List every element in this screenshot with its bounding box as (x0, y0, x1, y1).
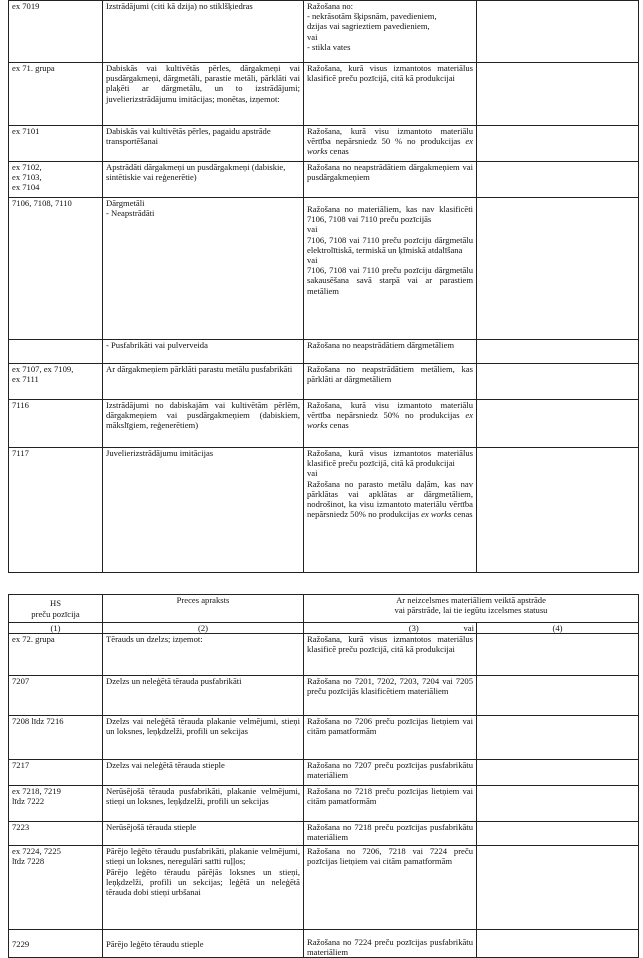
hs-code-cell (9, 340, 103, 364)
table-row (9, 364, 639, 400)
table-row (9, 716, 639, 760)
processing-cell: Ražošana no 7224 preču pozīcijas pusfabrikātu materiāliem (304, 930, 477, 958)
hs-code-cell: ex 7107, ex 7109, ex 7111 (9, 364, 103, 400)
processing-cell: Ražošana, kurā visus izmantotos materiālus klasificē preču pozīcijā, citā kā produkcijai vai Ražošana no parasto metālu daļām, kas nav pārklātas vai apklātas ar dārgmetāliem, nodrošinot, ka visu izmantoto materiālu vērtība nepārsniedz 50% no produkcijas ex works cenas (304, 448, 477, 573)
processing-cell: Ražošana no neapstrādātiem dārgakmeņiem vai pusdārgakmeņiem (304, 162, 477, 198)
description-cell: Pārējo leģēto tēraudu stieple (103, 930, 304, 958)
processing-cell: Ražošana no: - nekrāsotām šķipsnām, pavedieniem, dzijas vai sagrieztiem pavedieniem, vai - stikla vates (304, 1, 477, 63)
hs-code-cell: 7207 (9, 676, 103, 716)
alternative-cell (477, 400, 639, 448)
description-cell: Dabiskās vai kultivētās pērles, pagaidu apstrāde transportēšanai (103, 126, 304, 162)
description-cell: Dārgmetāli - Neapstrādāti (103, 198, 304, 340)
table-row (9, 162, 639, 198)
column-number: (4) (477, 623, 639, 634)
table-row (9, 448, 639, 573)
description-cell: Nerūsējošā tērauda pusfabrikāti, plakanie velmējumi, stieņi un loksnes, leņķdzelži, profili un sekcijas (103, 786, 304, 822)
hs-code-cell: 7116 (9, 400, 103, 448)
processing-cell: Ražošana no 7218 preču pozīcijas pusfabrikātu materiāliem (304, 822, 477, 846)
alternative-cell (477, 846, 639, 930)
description-cell: Dzelzs un neleģētā tērauda pusfabrikāti (103, 676, 304, 716)
alternative-cell (477, 930, 639, 958)
description-cell: Dzelzs vai neleģētā tērauda stieple (103, 760, 304, 786)
description-cell: Izstrādājumi (citi kā dzija) no stiklšķiedras (103, 1, 304, 63)
header-hs-code: HS preču pozīcija (9, 595, 103, 623)
table-row (9, 126, 639, 162)
table-row (9, 400, 639, 448)
table-row (9, 198, 639, 340)
description-cell: Nerūsējošā tērauda stieple (103, 822, 304, 846)
description-cell: Ar dārgakmeņiem pārklāti parastu metālu pusfabrikāti (103, 364, 304, 400)
column-number: (1) (9, 623, 103, 634)
description-cell: - Pusfabrikāti vai pulverveida (103, 340, 304, 364)
table-row (9, 786, 639, 822)
or-label: vai (463, 623, 474, 633)
alternative-cell (477, 364, 639, 400)
table-row (9, 340, 639, 364)
processing-cell: Ražošana no neapstrādātiem metāliem, kas pārklāti ar dārgmetāliem (304, 364, 477, 400)
processing-cell: Ražošana no 7207 preču pozīcijas pusfabrikātu materiāliem (304, 760, 477, 786)
table-row (9, 822, 639, 846)
description-cell: Juvelierizstrādājumu imitācijas (103, 448, 304, 573)
hs-code-cell: 7223 (9, 822, 103, 846)
hs-code-cell: ex 72. grupa (9, 634, 103, 676)
alternative-cell (477, 716, 639, 760)
header-processing: Ar neizcelsmes materiāliem veiktā apstrāde vai pārstrāde, lai tie iegūtu izcelsmes statusu (304, 595, 639, 623)
alternative-cell (477, 786, 639, 822)
processing-cell: Ražošana, kurā visus izmantotos materiālus klasificē preču pozīcijā, citā kā produkcijai (304, 63, 477, 126)
processing-cell: Ražošana, kurā visu izmantoto materiālu vērtība nepārsniedz 50 % no produkcijas ex works cenas (304, 126, 477, 162)
processing-cell: Ražošana no 7218 preču pozīcijas lietņiem vai citām pamatformām (304, 786, 477, 822)
hs-code-cell: 7208 līdz 7216 (9, 716, 103, 760)
alternative-cell (477, 822, 639, 846)
alternative-cell (477, 198, 639, 340)
table-row (9, 676, 639, 716)
processing-cell: Ražošana, kurā visu izmantoto materiālu vērtība nepārsniedz 50% no produkcijas ex works cenas (304, 400, 477, 448)
alternative-cell (477, 126, 639, 162)
hs-code-cell: ex 7101 (9, 126, 103, 162)
hs-code-cell: 7106, 7108, 7110 (9, 198, 103, 340)
rules-table-continued (8, 0, 639, 573)
hs-code-cell: 7117 (9, 448, 103, 573)
alternative-cell (477, 63, 639, 126)
hs-code-cell: 7229 (9, 930, 103, 958)
hs-code-cell: ex 71. grupa (9, 63, 103, 126)
table-header-row (9, 595, 639, 623)
alternative-cell (477, 1, 639, 63)
processing-cell: Ražošana, kurā visus izmantotos materiālus klasificē preču pozīcijā, citā kā produkcijai (304, 634, 477, 676)
hs-code-cell: ex 7218, 7219 līdz 7222 (9, 786, 103, 822)
alternative-cell (477, 448, 639, 573)
alternative-cell (477, 676, 639, 716)
column-number-row (9, 623, 639, 634)
header-description: Preces apraksts (103, 595, 304, 623)
column-number: (3) vai (304, 623, 477, 634)
hs-code-cell: ex 7102, ex 7103, ex 7104 (9, 162, 103, 198)
description-cell: Dabiskās vai kultivētās pērles, dārgakmeņi vai pusdārgakmeņi, dārgmetāli, parastie metāli, pārklāti vai plaķēti ar dārgmetālu, un to izstrādājumi; juvelierizstrādājumu imitācijas; monētas, izņemot: (103, 63, 304, 126)
alternative-cell (477, 162, 639, 198)
table-row (9, 846, 639, 930)
description-cell: Dzelzs vai neleģētā tērauda plakanie velmējumi, stieņi un loksnes, leņķdzelži, profili un sekcijas (103, 716, 304, 760)
description-cell: Apstrādāti dārgakmeņi un pusdārgakmeņi (dabiskie, sintētiskie vai reģenerētie) (103, 162, 304, 198)
hs-code-cell: 7217 (9, 760, 103, 786)
alternative-cell (477, 634, 639, 676)
table-row (9, 930, 639, 958)
table-row (9, 63, 639, 126)
hs-code-cell: ex 7224, 7225 līdz 7228 (9, 846, 103, 930)
table-row (9, 634, 639, 676)
column-number: (2) (103, 623, 304, 634)
description-cell: Pārējo leģēto tēraudu pusfabrikāti, plakanie velmējumi, stieņi un loksnes, neregulāri satīti ruļļos; Pārējo leģēto tēraudu pārējās loksnes un stieņi, leņķdzelži, profili un sekcijas; leģētā un neleģētā tērauda dobi stieņi urbšanai (103, 846, 304, 930)
rules-table-chapter-72 (8, 594, 639, 958)
processing-cell: Ražošana no 7206 preču pozīcijas lietņiem vai citām pamatformām (304, 716, 477, 760)
processing-cell: Ražošana no 7201, 7202, 7203, 7204 vai 7205 preču pozīcijās klasificētiem materiāliem (304, 676, 477, 716)
alternative-cell (477, 340, 639, 364)
description-cell: Tērauds un dzelzs; izņemot: (103, 634, 304, 676)
table-row (9, 1, 639, 63)
processing-cell: Ražošana no materiāliem, kas nav klasificēti 7106, 7108 vai 7110 preču pozīcijās vai 7106, 7108 vai 7110 preču pozīciju dārgmetālu elektrolītiskā, termiskā un ķīmiskā atdalīšana vai 7106, 7108 vai 7110 preču pozīciju dārgmetālu sakausēšana savā starpā vai ar parastiem metāliem (304, 198, 477, 340)
table-row (9, 760, 639, 786)
description-cell: Izstrādājumi no dabiskajām vai kultivētām pērlēm, dārgakmeņiem vai pusdārgakmeņiem (dabiskiem, mākslīgiem, reģenerētiem) (103, 400, 304, 448)
processing-cell: Ražošana no 7206, 7218 vai 7224 preču pozīcijas lietņiem vai citām pamatformām (304, 846, 477, 930)
hs-code-cell: ex 7019 (9, 1, 103, 63)
processing-cell: Ražošana no neapstrādātiem dārgmetāliem (304, 340, 477, 364)
alternative-cell (477, 760, 639, 786)
